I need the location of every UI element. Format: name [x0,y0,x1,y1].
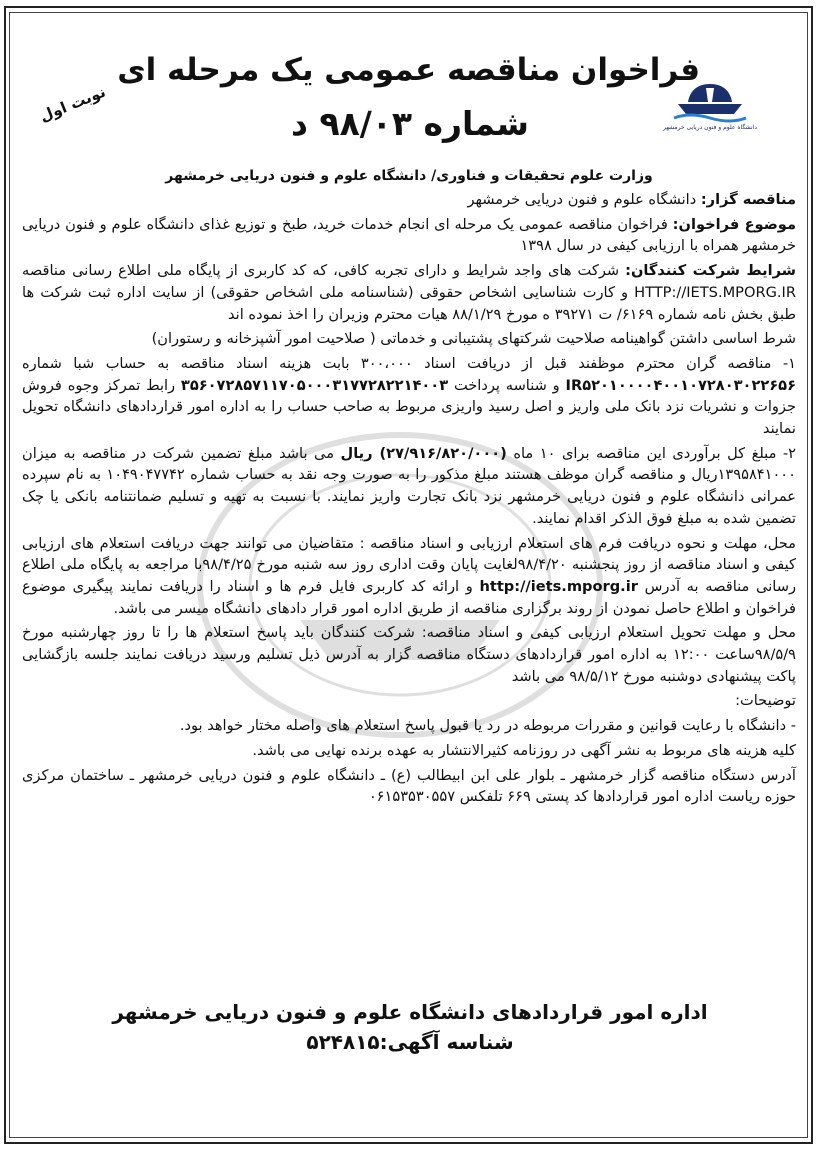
item-2-paragraph [22,443,796,530]
basic-condition: شرط اساسی داشتن گواهینامه صلاحیت شرکتهای پشتیبانی و خدماتی ( صلاحیت امور آشپزخانه و رستوران) [151,330,796,348]
announcement-body [22,189,796,811]
ministry-line: وزارت علوم تحقیقات و فناوری/ دانشگاه علوم و فنون دریایی خرمشهر [165,168,653,184]
footer-office: اداره امور قراردادهای دانشگاه علوم و فنون دریایی خرمشهر [112,1000,708,1024]
page-title: فراخوان مناقصه عمومی یک مرحله ای [117,52,700,88]
subject-paragraph [22,214,796,257]
estimated-amount: (۲۷/۹۱۶/۸۲۰/۰۰۰) ریال [340,444,507,462]
sheba-number: IR۵۲۰۱۰۰۰۰۴۰۰۱۰۷۲۸۰۳۰۲۲۶۵۶ [565,376,796,394]
item-1-middle: و شناسه پرداخت [448,376,566,394]
iets-url: http://iets.mporg.ir [479,577,638,595]
note-2: کلیه هزینه های مربوط به نشر آگهی در روزنامه کثیرالانتشار به عهده برنده نهایی می باشد. [252,741,796,759]
logo-caption: دانشگاه علوم و فنون دریایی خرمشهر [662,124,758,131]
item-2-after: می باشد مبلغ تضمین شرکت در مناقصه به میزان ۱۳۹۵۸۴۱۰۰۰ریال و مناقصه گران موظف هستند مبلغ مذکور را به صورت وجه نقد به حساب شماره ۱۰۴۹۰۴۷۷۴۲ به نام سپرده عمرانی دانشگاه علوم و فنون دریایی خرمشهر نزد بانک تجارت واریز نمایند. با نسبت به تهیه و تسلیم ضمانتنامه بانکی یا چک تضمین شده به مبلغ فوق الذکر اقدام نمایند. [22,444,796,527]
item-1-paragraph [22,353,796,440]
address-paragraph: آدرس دستگاه مناقصه گزار خرمشهر ـ بلوار علی ابن ابیطالب (ع) ـ دانشگاه علوم و فنون دریایی خرمشهر ـ ساختمان مرکزی حوزه ریاست اداره امور قراردادها کد پستی ۶۶۹ تلفکس ۰۶۱۵۳۵۳۰۵۵۷ [22,766,796,806]
tender-number: شماره ۹۸/۰۳ د [291,104,529,143]
tender-party-label: مناقصه گزار: [700,191,796,208]
item-2-before: ۲- مبلغ کل برآوردی این مناقصه برای ۱۰ ماه [506,444,796,462]
receive-docs-after: و ارائه کد کاربری فایل فرم ها و اسناد را دریافت نمایند پیگیری موضوع فراخوان و اطلاع حاصل نمودن از روند برگزاری مناقصه از طریق اداره امور قرار دادهای دانشگاه میسر می باشد. [22,577,796,617]
item-1-before: ۱- مناقصه گران محترم موظفند قبل از دریافت اسناد ۳۰۰،۰۰۰ بابت هزینه اسناد مناقصه به حساب شبا شماره [22,354,796,372]
round-label: نوبت اول [37,82,109,126]
conditions-paragraph [22,260,796,325]
notes-label: توضیحات: [735,692,796,710]
note-1: - دانشگاه با رعایت قوانین و مقررات مربوطه در رد یا قبول پاسخ استعلام های واصله مختار خواهد بود. [179,717,796,735]
receive-docs-before: محل، مهلت و نحوه دریافت فرم های استعلام ارزیابی و اسناد مناقصه : متقاضیان می توانند جهت دریافت استعلام های ارزیابی کیفی و اسناد مناقصه از روز پنجشنبه ۹۸/۴/۲۰لغایت پایان وقت اداری روز سه شنبه مورخ ۹۸/۴/۲۵با مراجعه به پایگاه ملی اطلاع رسانی مناقصه به آدرس [22,534,796,595]
deliver-docs-paragraph: محل و مهلت تحویل استعلام ارزیابی کیفی و اسناد مناقصه: شرکت کنندگان باید پاسخ استعلام ها را تا روز چهارشنبه مورخ ۹۸/۵/۹ساعت ۱۲:۰۰ به اداره امور قراردادهای دستگاه مناقصه گزار به آدرس ذیل تسلیم ورسید دریافت نمایند جلسه بازگشایی پاکت پیشنهادی دوشنبه مورخ ۹۸/۵/۱۲ می باشد [22,624,796,685]
tender-party-text: دانشگاه علوم و فنون دریایی خرمشهر [467,191,701,208]
receive-docs-paragraph [22,533,796,620]
conditions-text: شرکت های واجد شرایط و دارای تجربه کافی، که کد کاربری از پایگاه ملی اطلاع رسانی مناقصه HTTP://IETS.MPORG.IR و کارت شناسایی اشخاص حقوقی (شناسنامه ملی اشخاص حقوقی) از سایت اداره ثبت شرکت ها طبق بخش نامه شماره ۶۱۶۹/ ت ۳۹۲۷۱ ه مورخ ۸۸/۱/۲۹ هیات محترم وزیران را اخذ نموده اند [22,262,796,323]
payment-id: ۳۵۶۰۷۲۸۵۷۱۱۷۰۵۰۰۰۳۱۷۷۲۸۲۲۱۴۰۰۳ [180,376,449,394]
conditions-label: شرایط شرکت کنندگان: [625,262,797,280]
tender-party-paragraph [22,189,796,211]
footer-ad-id: شناسه آگهی:۵۲۴۸۱۵ [306,1030,514,1054]
subject-label: موضوع فراخوان: [672,215,796,233]
item-1-after: رابط تمرکز وجوه فروش جزوات و نشریات نزد بانک ملی واریز و اصل رسید واریزی مربوط به صاحب حساب را به اداره امور قراردادهای دانشگاه تحویل نمایند [22,376,796,438]
subject-text: فراخوان مناقصه عمومی یک مرحله ای انجام خدمات خرید، طبخ و توزیع غذای دانشگاه علوم و فنون دریایی خرمشهر همراه با ارزیابی کیفی در سال ۱۳۹۸ [22,215,796,255]
